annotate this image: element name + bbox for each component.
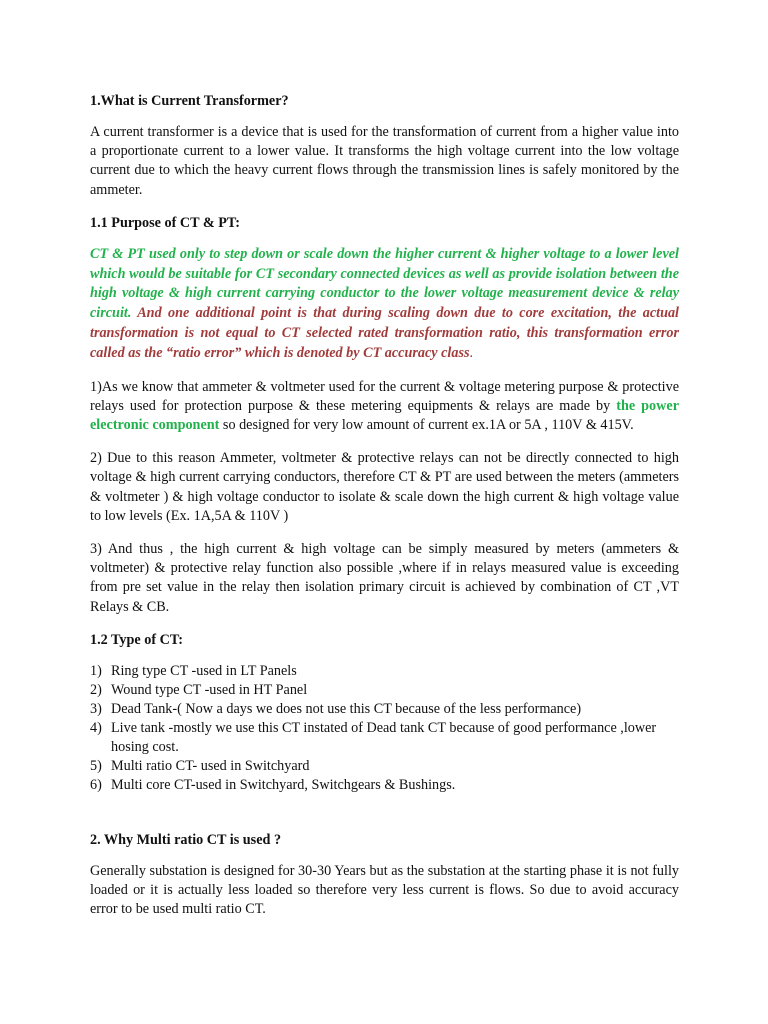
section-2-body: Generally substation is designed for 30-30 Years but as the substation at the starting phase it is not fully loaded or it is actually less loaded so therefore very less current is flows. So due to avoid accuracy error to be used multi ratio CT. — [90, 862, 679, 918]
list-item-number: 6) — [90, 776, 102, 793]
list-item — [90, 719, 679, 757]
point-1-end: so designed for very low amount of current ex.1A or 5A , 110V & 415V. — [219, 417, 634, 433]
section-spacer — [90, 811, 679, 831]
list-item — [90, 700, 679, 719]
list-item — [90, 662, 679, 681]
purpose-green-text: CT & PT used only to step down or scale down the higher current & higher voltage to a lower level which would be suitable for CT secondary connected devices as well as provide isolation between the high voltage & high current carrying conductor to the lower voltage measurement device & relay circuit. — [90, 245, 679, 322]
point-1-start: 1)As we know that ammeter & voltmeter used for the current & voltage metering purpose & protective relays used for protection purpose & these metering equipments & relays are made by — [90, 378, 679, 414]
list-item — [90, 757, 679, 776]
list-item-text: Live tank -mostly we use this CT instated of Dead tank CT because of good performance ,lower hosing cost. — [111, 719, 657, 755]
document-page — [90, 92, 679, 933]
point-1-paragraph — [90, 378, 679, 436]
section-1-body: A current transformer is a device that is used for the transformation of current from a higher value into a proportionate current to a lower value. It transforms the high voltage current into the low voltage current due to which the heavy current flows through the transmission lines is safely monitored by the ammeter. — [90, 124, 679, 198]
list-item-number: 2) — [90, 681, 102, 698]
list-item-number: 4) — [90, 719, 102, 736]
purpose-paragraph — [90, 245, 679, 364]
list-item-number: 1) — [90, 662, 102, 679]
list-item — [90, 681, 679, 700]
purpose-red-italic-text: And one additional point is that during scaling down due to core excitation, the actual transformation is not equal to CT selected rated transformation ratio, this transformation error called — [90, 305, 679, 361]
section-2-heading: 2. Why Multi ratio CT is used ? — [90, 831, 282, 848]
section-1-1-heading: 1.1 Purpose of CT & PT: — [90, 214, 241, 231]
list-item-text: Multi core CT-used in Switchyard, Switchgears & Bushings. — [111, 776, 456, 793]
list-item-text: Wound type CT -used in HT Panel — [111, 681, 308, 698]
list-item-number: 3) — [90, 700, 102, 717]
ct-type-list — [90, 662, 679, 795]
purpose-red-period: . — [469, 344, 474, 361]
list-item-text: Multi ratio CT- used in Switchyard — [111, 757, 310, 774]
list-item-text: Dead Tank-( Now a days we does not use this CT because of the less performance) — [111, 700, 582, 717]
section-1-2-heading: 1.2 Type of CT: — [90, 631, 184, 648]
list-item-number: 5) — [90, 757, 102, 774]
point-3-paragraph: 3) And thus , the high current & high voltage can be simply measured by meters (ammeters & voltmeter) & protective relay function also possible ,where if in relays measured value is exceeding from pre set value in the relay then isolation primary circuit is achieved by combination of CT ,VT Relays & CB. — [90, 541, 679, 615]
purpose-ratio-error-text: as the “ratio error” which is denoted by CT accuracy class — [128, 344, 470, 361]
list-item-text: Ring type CT -used in LT Panels — [111, 662, 297, 679]
point-2-paragraph: 2) Due to this reason Ammeter, voltmeter & protective relays can not be directly connected to high voltage & high current carrying conductors, therefore CT & PT are used between the meters (ammeters & voltmeter ) & high voltage conductor to isolate & scale down the high current & high voltage value to low levels (Ex. 1A,5A & 110V ) — [90, 450, 679, 524]
point-1-green-text: the power electronic component — [90, 397, 679, 433]
list-item — [90, 776, 679, 795]
section-1-heading: 1.What is Current Transformer? — [90, 93, 289, 109]
